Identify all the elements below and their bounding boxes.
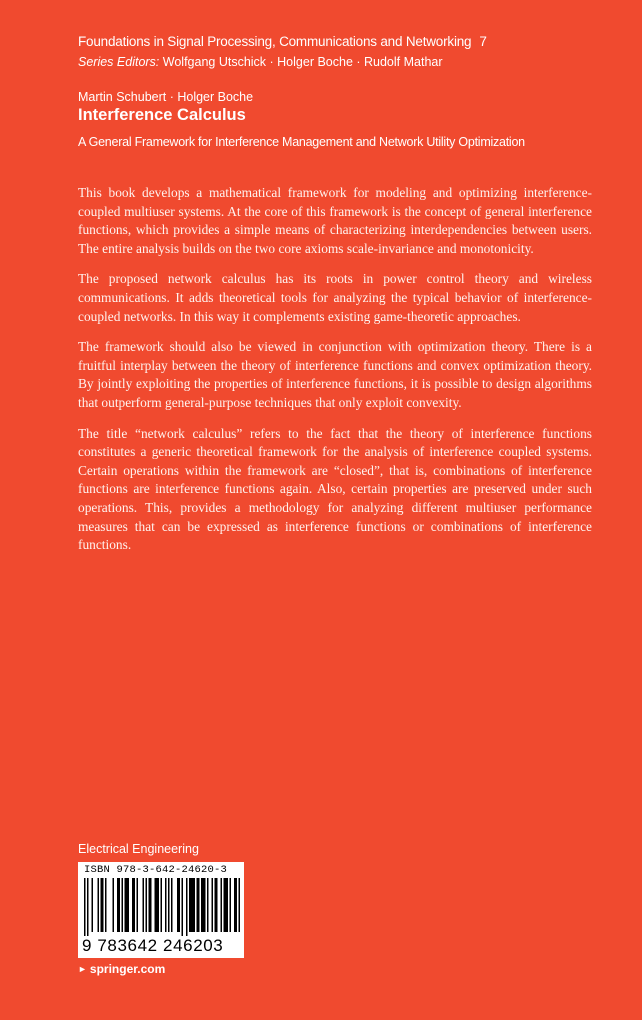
book-description (78, 184, 592, 567)
barcode-icon (84, 878, 240, 936)
series-header (78, 33, 618, 71)
description-paragraph-4: The title “network calculus” refers to the fact that the theory of interference functions constitutes a generic theoretical framework for the analysis of interference coupled systems. Certain operations within the framework are “closed”, that is, combinations of interference functions are interference functions again. Also, certain properties are preserved under such operations. This, provides a methodology for analyzing different multiuser performance measures that can be expressed as interference functions or combinations of interference functions. (78, 425, 592, 553)
series-editors: Wolfgang Utschick · Holger Boche · Rudolf Mathar (162, 55, 443, 69)
publisher-link[interactable] (78, 962, 165, 976)
arrow-right-icon: ► (78, 964, 87, 974)
series-title-line (78, 33, 618, 51)
book-subtitle: A General Framework for Interference Management and Network Utility Optimization (78, 135, 525, 149)
book-title: Interference Calculus (78, 106, 246, 124)
description-paragraph-1: This book develops a mathematical framework for modeling and optimizing interference-coupled multiuser systems. At the core of this framework is the concept of general interference functions, which provides a simple means of characterizing interdependencies between users. The entire analysis builds on the two core axioms scale-invariance and monotonicity. (78, 185, 592, 256)
description-paragraph-3: The framework should also be viewed in conjunction with optimization theory. There is a fruitful interplay between the theory of interference functions and convex optimization theory. By jointly exploiting the properties of interference functions, it is possible to design algorithms that outperform general-purpose techniques that only exploit convexity. (78, 339, 592, 410)
subject-category: Electrical Engineering (78, 842, 199, 856)
description-paragraph-2: The proposed network calculus has its roots in power control theory and wireless communications. It adds theoretical tools for analyzing the typical behavior of interference-coupled networks. In this way it complements existing game-theoretic approaches. (78, 271, 592, 324)
book-authors: Martin Schubert · Holger Boche (78, 90, 254, 104)
series-editors-label: Series Editors: (78, 55, 160, 69)
series-editors-line (78, 53, 618, 71)
barcode-box (78, 862, 244, 958)
isbn-label: ISBN 978-3-642-24620-3 (84, 864, 228, 876)
series-title: Foundations in Signal Processing, Communications and Networking (78, 34, 472, 49)
series-number: 7 (479, 34, 487, 49)
ean-digits: 9 783642 246203 (82, 936, 224, 955)
publisher-url: springer.com (89, 962, 166, 976)
